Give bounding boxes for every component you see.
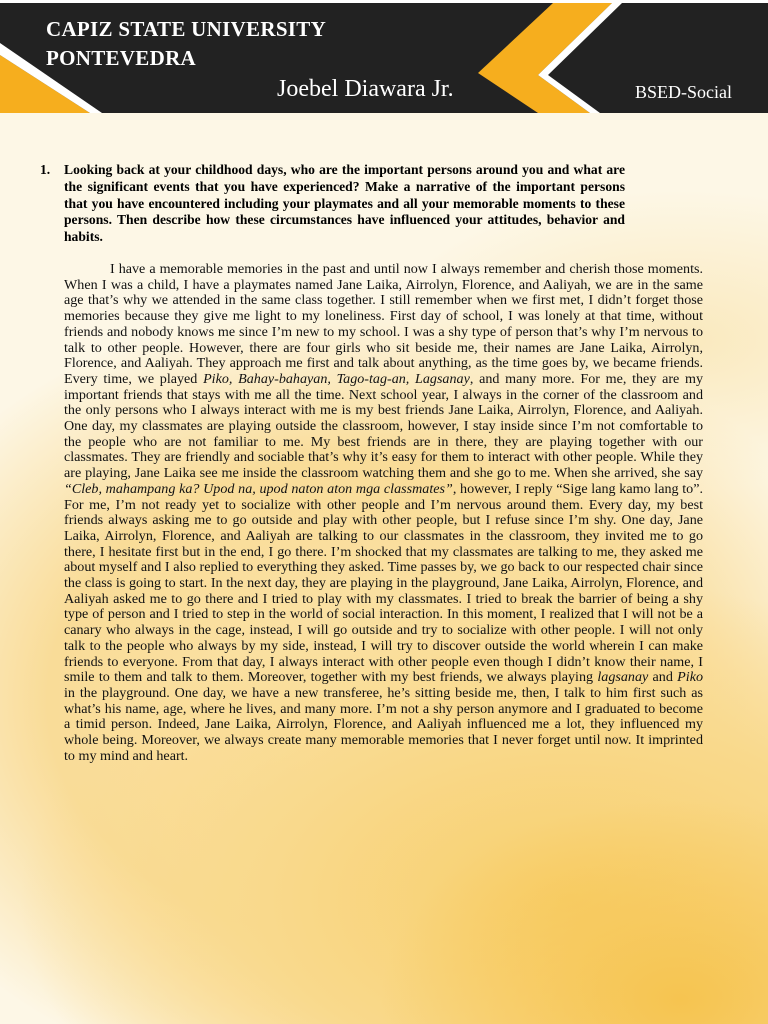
course-label: BSED-Social <box>635 82 732 102</box>
document-header-banner <box>0 0 768 113</box>
essay-text: and <box>648 669 678 686</box>
campus-name: PONTEVEDRA <box>46 46 197 70</box>
essay-text: , however, I reply “Sige lang kamo lang to”. For me, I’m not ready yet to socialize with other people and I’m nervous around them. Every day, my best friends always asking me to go outside and play with other people, but I refuse since I’m shy. One day, Jane Laika, Airrolyn, Florence, and Aaliyah are talking to our classmates in the classroom, they invited me to go there, I hesitate first but in the end, I go there. I’m shocked that my classmates are talking to me, they asked me about myself and I also replied to everything they asked. Time passes by, we go back to our respected chair since the class is going to start. In the next day, they are playing in the playground, Jane Laika, Airrolyn, Florence, and Aaliyah asked me to go there and I tried to play with my classmates. I tried to break the barrier of being a shy type of person and I tried to step in the world of social interaction. In this moment, I realized that I will not be a canary who always in the cage, instead, I will go outside and try to socialize with other people. I will not only talk to the people who always by my side, instead, I will try to discover outside the world wherein I can make friends to everyone. From that day, I always interact with other people even though I didn’t know their name, I smile to them and talk to them. Moreover, together with my best friends, we always playing <box>64 480 703 686</box>
essay-italic-games: Piko, Bahay-bahayan, Tago-tag-an, Lagsanay <box>203 370 470 387</box>
essay-text: I have a memorable memories in the past and until now I always remember and cherish those moments. When I was a child, I have a playmates named Jane Laika, Airrolyn, Florence, and Aaliyah, we are in the same age that’s why we attended in the same class together. I still remember when we first met, I didn’t forget those memories because they give me light to my loneliness. First day of school, I was lonely at that time, without friends and nobody knows me since I’m new to my school. I was a shy type of person that’s why I’m nervous to talk to other people. However, there are four girls who sit beside me, their names are Jane Laika, Airrolyn, Florence, and Aaliyah. They approach me first and talk about anything, as the time goes by, we became friends. Every time, we played <box>64 261 703 387</box>
essay-italic-game: lagsanay <box>597 669 649 686</box>
question-text: Looking back at your childhood days, who are the important persons around you and what are the significant events that you have experienced? Make a narrative of the important persons that you have encountered including your playmates and all your memorable moments to these persons. Then describe how these circumstances have influenced your attitudes, behavior and habits. <box>64 162 625 245</box>
essay-italic-quote: “Cleb, mahampang ka? Upod na, upod naton aton mga classmates” <box>64 480 453 497</box>
question-item <box>40 162 625 246</box>
essay-text: , and many more. For me, they are my important friends that stays with me all the time. Next school year, I always in the corner of the classroom and the only persons who I always interact with me is my best friends Jane Laika, Airrolyn, Florence, and Aaliyah. One day, my classmates are playing outside the classroom, however, I stay inside since I’m not comfortable to the people who are not familiar to me. My best friends are in there, they are playing together with our classmates. They are friendly and sociable that’s why it’s easy for them to interact with other people. While they are playing, Jane Laika see me inside the classroom watching them and she go to me. When she arrived, she say <box>64 370 703 482</box>
question-number: 1. <box>40 162 51 177</box>
university-name: CAPIZ STATE UNIVERSITY <box>46 17 327 41</box>
essay-text: in the playground. One day, we have a new transferee, he’s sitting beside me, then, I talk to him first such as what’s his name, age, where he lives, and many more. I’m not a shy person anymore and I graduated to become a timid person. Indeed, Jane Laika, Airrolyn, Florence, and Aaliyah influenced me a lot, they influenced my whole being. Moreover, we always create many memorable memories that I never forget until now. It imprinted to my mind and heart. <box>64 684 703 764</box>
essay-italic-game: Piko <box>677 669 703 686</box>
essay-paragraph <box>64 262 703 765</box>
student-name: Joebel Diawara Jr. <box>277 76 454 102</box>
